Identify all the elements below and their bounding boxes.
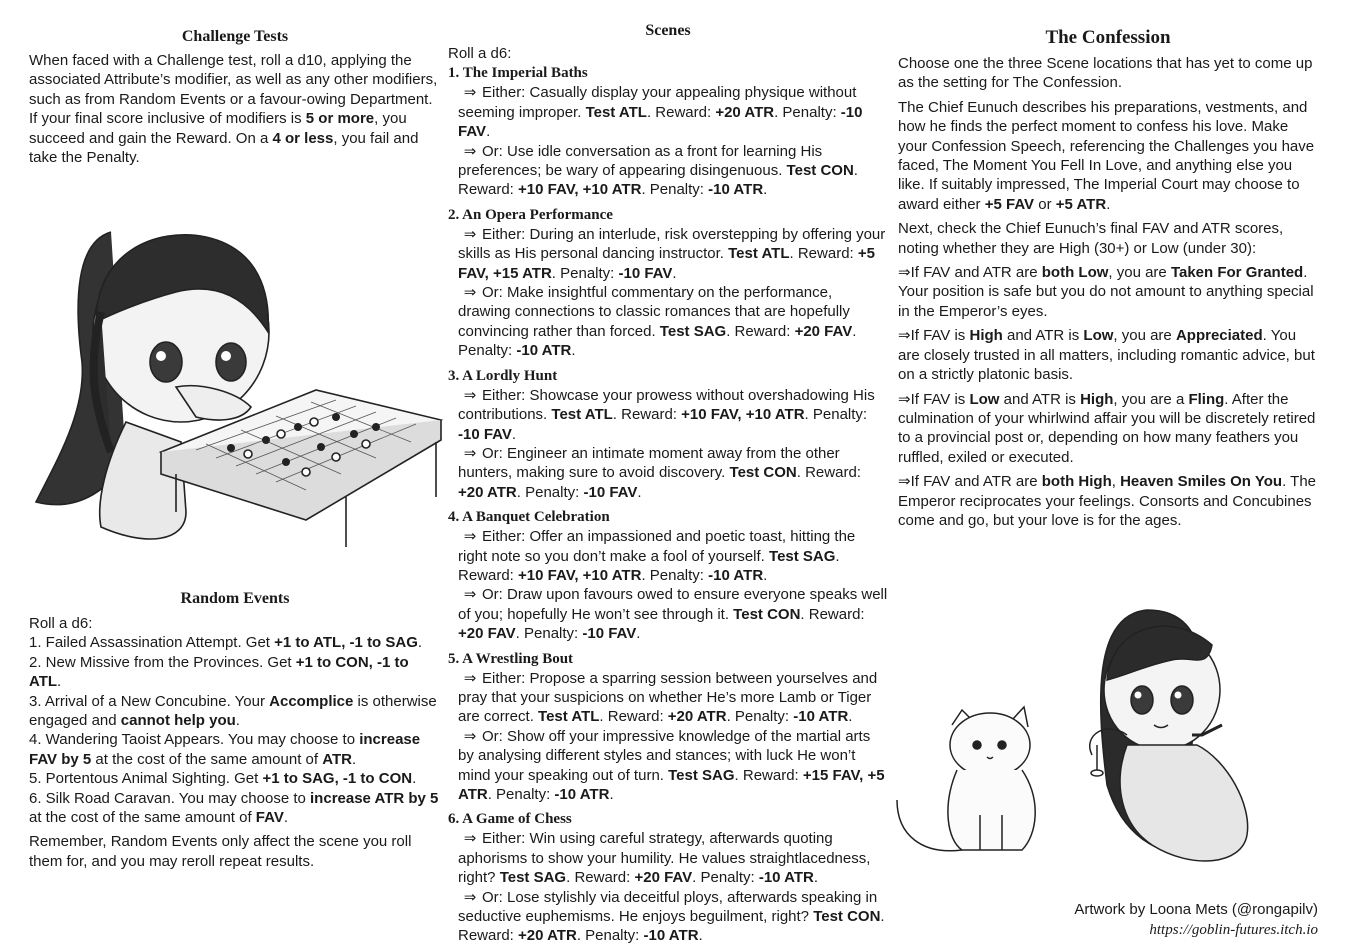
scene-1-title: 1. The Imperial Baths: [448, 65, 588, 82]
arrow-icon: ⇒: [898, 264, 911, 282]
confession-heading: The Confession: [1045, 27, 1171, 48]
artwork-credit-line: Artwork by Loona Mets (@rongapilv): [1074, 901, 1318, 918]
outcome-taken-for-granted: ⇒If FAV and ATR are both Low, you are Taken For Granted. Your position is safe but you do not amount to anything special in the Emperor’s eyes.: [898, 264, 1314, 320]
challenge-tests-heading: Challenge Tests: [181, 28, 289, 45]
arrow-icon: ⇒: [463, 669, 477, 687]
scene-5: [448, 649, 888, 805]
arrow-icon: ⇒: [898, 327, 911, 345]
scene-2-title: 2. An Opera Performance: [448, 206, 613, 223]
scene-2-option-b: ⇒ Or: Make insightful commentary on the performance, drawing connections to classic romances that are hopefully convincing rather than forced. Test SAG. Reward: +20 FAV. Penalty: -10 ATR.: [458, 284, 857, 360]
confession-column: [898, 0, 1318, 530]
random-event-5: 5. Portentous Animal Sighting. Get +1 to SAG, -1 to CON.: [29, 770, 417, 788]
scene-6-option-a: ⇒ Either: Win using careful strategy, afterwards quoting aphorisms to show your humility. He values straightlacedness, right? Test SAG. Reward: +20 FAV. Penalty: -10 ATR.: [458, 830, 871, 887]
outcome-appreciated: ⇒If FAV is High and ATR is Low, you are Appreciated. You are closely trusted in all matters, including romantic advice, but on a strictly platonic basis.: [898, 327, 1315, 384]
random-event-6: 6. Silk Road Caravan. You may choose to increase ATR by 5 at the cost of the same amount of FAV.: [29, 789, 439, 827]
random-event-3: 3. Arrival of a New Concubine. Your Accomplice is otherwise engaged and cannot help you.: [29, 692, 437, 730]
arrow-icon: ⇒: [463, 284, 477, 302]
scene-3: [448, 366, 888, 502]
scenes-heading: Scenes: [645, 22, 691, 39]
outcome-fling: ⇒If FAV is Low and ATR is High, you are a Fling. After the culmination of your whirlwind affair you will be discretely retired to a provincial post or, depending on how many feathers you ruffled, exiled or executed.: [898, 390, 1316, 466]
challenge-tests-text: When faced with a Challenge test, roll a d10, applying the associated Attribute’s modifier, as well as any other modifiers, such as from Random Events or a favour-owing Department. If your final score inclusive of modifiers is 5 or more, you succeed and gain the Reward. On a 4 or less, you fail and take the Penalty.: [29, 52, 438, 167]
scene-3-option-b: ⇒ Or: Engineer an intimate moment away from the other hunters, making sure to avoid discovery. Test CON. Reward: +20 ATR. Penalty: -10 FAV.: [458, 444, 861, 501]
random-event-1: 1. Failed Assassination Attempt. Get +1 to ATL, -1 to SAG.: [29, 634, 423, 652]
scene-4-title: 4. A Banquet Celebration: [448, 509, 610, 526]
arrow-icon: ⇒: [463, 586, 477, 604]
confession-p2: The Chief Eunuch describes his preparations, vestments, and how he finds the perfect moment to confess his love. Make your Confession Speech, referencing the Challenges you have faced, The Moment You Fell In Love, and anything else you like. If suitably impressed, The Imperial Court may choose to award either +5 FAV or +5 ATR.: [898, 98, 1315, 213]
scene-4: [448, 507, 888, 643]
random-events-note: Remember, Random Events only affect the scene you roll them for, and you may reroll repeat results.: [29, 833, 412, 870]
random-events-heading: Random Events: [180, 590, 290, 607]
scene-1: [448, 63, 888, 199]
scene-3-title: 3. A Lordly Hunt: [448, 367, 558, 384]
artwork-credit: [1074, 900, 1318, 940]
arrow-icon: ⇒: [463, 528, 477, 546]
random-event-4: 4. Wandering Taoist Appears. You may choose to increase FAV by 5 at the cost of the same amount of ATR.: [29, 731, 421, 768]
scene-6: [448, 809, 888, 945]
girl-and-cat-illustration: [892, 585, 1332, 890]
scenes-intro: Roll a d6:: [448, 45, 512, 62]
scene-4-option-a: ⇒ Either: Offer an impassioned and poetic toast, hitting the right note so you don’t make a fool of yourself. Test SAG. Reward: +10 FAV, +10 ATR. Penalty: -10 ATR.: [458, 528, 856, 584]
scenes-column: [448, 0, 888, 946]
scene-1-option-b: ⇒ Or: Use idle conversation as a front for learning His preferences; be wary of appearing disingenuous. Test CON. Reward: +10 FAV, +10 ATR. Penalty: -10 ATR.: [458, 142, 858, 199]
arrow-icon: ⇒: [463, 225, 477, 243]
scene-5-option-b: ⇒ Or: Show off your impressive knowledge of the martial arts by analysing different styles and stances; with luck He won’t mind your speaking out of turn. Test SAG. Reward: +15 FAV, +5 ATR. Penalty: -10 ATR.: [458, 727, 885, 803]
arrow-icon: ⇒: [898, 390, 911, 408]
random-events-intro: Roll a d6:: [29, 615, 93, 632]
confession-p3: Next, check the Chief Eunuch’s final FAV and ATR scores, noting whether they are High (30+) or Low (under 30):: [898, 220, 1284, 257]
confession-p1: Choose one the three Scene locations that has yet to come up as the setting for The Confession.: [898, 55, 1313, 92]
scene-2: [448, 205, 888, 361]
arrow-icon: ⇒: [463, 888, 477, 906]
scene-1-option-a: ⇒ Either: Casually display your appealing physique without seeming improper. Test ATL. Reward: +20 ATR. Penalty: -10 FAV.: [458, 84, 863, 141]
scene-5-title: 5. A Wrestling Bout: [448, 650, 574, 667]
itch-url-link[interactable]: https://goblin-futures.itch.io: [1149, 922, 1318, 938]
random-events-section: [29, 0, 441, 871]
outcome-heaven-smiles: ⇒If FAV and ATR are both High, Heaven Smiles On You. The Emperor reciprocates your feelings. Consorts and Concubines come and go, but your love is for the ages.: [898, 473, 1317, 529]
scene-6-title: 6. A Game of Chess: [448, 811, 572, 828]
scene-3-option-a: ⇒ Either: Showcase your prowess without overshadowing His contributions. Test ATL. Reward: +10 FAV, +10 ATR. Penalty: -10 FAV.: [458, 386, 875, 443]
arrow-icon: ⇒: [463, 830, 477, 848]
scene-2-option-a: ⇒ Either: During an interlude, risk overstepping by offering your skills as His personal dancing instructor. Test ATL. Reward: +5 FAV, +15 ATR. Penalty: -10 FAV.: [458, 225, 886, 282]
arrow-icon: ⇒: [463, 444, 477, 462]
arrow-icon: ⇒: [463, 727, 477, 745]
arrow-icon: ⇒: [898, 473, 911, 491]
scene-5-option-a: ⇒ Either: Propose a sparring session between yourselves and pray that your suspicions on whether He’s more Lamb or Tiger are correct. Test ATL. Reward: +20 ATR. Penalty: -10 ATR.: [458, 669, 878, 726]
arrow-icon: ⇒: [463, 142, 477, 160]
arrow-icon: ⇒: [463, 84, 477, 102]
cat-icon: [897, 707, 1035, 851]
arrow-icon: ⇒: [463, 386, 477, 404]
scene-4-option-b: ⇒ Or: Draw upon favours owed to ensure everyone speaks well of you; hopefully He won’t see through it. Test CON. Reward: +20 FAV. Penalty: -10 FAV.: [458, 586, 888, 643]
scene-6-option-b: ⇒ Or: Lose stylishly via deceitful ploys, afterwards speaking in seductive euphemisms. He enjoys beguilment, right? Test CON. Reward: +20 ATR. Penalty: -10 ATR.: [458, 888, 885, 945]
random-event-2: 2. New Missive from the Provinces. Get +1 to CON, -1 to ATL.: [29, 653, 409, 691]
